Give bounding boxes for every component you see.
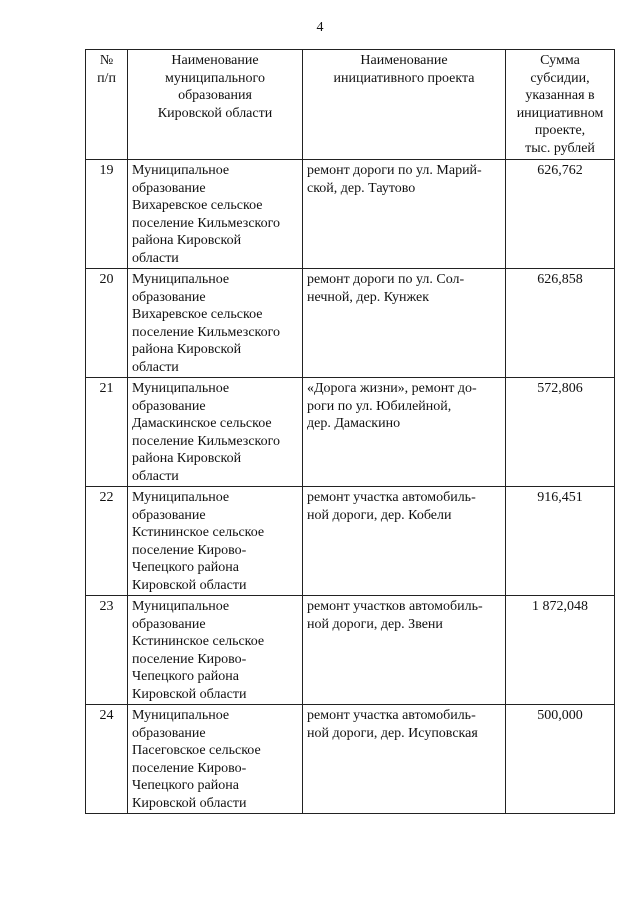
- row-project: ремонт участков автомобиль- ной дороги, дер. Звени: [303, 596, 506, 705]
- row-amount: 500,000: [506, 705, 615, 814]
- row-municipality: Муниципальное образование Вихаревское сельское поселение Кильмезского района Кировской области: [128, 269, 303, 378]
- row-project: ремонт дороги по ул. Марий- ской, дер. Таутово: [303, 160, 506, 269]
- row-amount: 626,858: [506, 269, 615, 378]
- table-row: [86, 705, 615, 814]
- row-municipality: Муниципальное образование Пасеговское сельское поселение Кирово- Чепецкого района Кировской области: [128, 705, 303, 814]
- row-number: 20: [86, 269, 128, 378]
- page-number: 4: [316, 20, 324, 35]
- row-number: 19: [86, 160, 128, 269]
- table-row: [86, 160, 615, 269]
- table-row: [86, 269, 615, 378]
- subsidy-table: [85, 49, 615, 814]
- table-row: [86, 487, 615, 596]
- header-number: № п/п: [86, 50, 128, 160]
- row-amount: 626,762: [506, 160, 615, 269]
- header-municipality: Наименование муниципального образования Кировской области: [128, 50, 303, 160]
- row-number: 24: [86, 705, 128, 814]
- row-project: ремонт участка автомобиль- ной дороги, дер. Кобели: [303, 487, 506, 596]
- row-project: ремонт дороги по ул. Сол- нечной, дер. Кунжек: [303, 269, 506, 378]
- header-project: Наименование инициативного проекта: [303, 50, 506, 160]
- row-amount: 1 872,048: [506, 596, 615, 705]
- row-municipality: Муниципальное образование Дамаскинское сельское поселение Кильмезского района Кировской области: [128, 378, 303, 487]
- header-amount: Сумма субсидии, указанная в инициативном проекте, тыс. рублей: [506, 50, 615, 160]
- table-row: [86, 596, 615, 705]
- row-project: «Дорога жизни», ремонт до- роги по ул. Юбилейной, дер. Дамаскино: [303, 378, 506, 487]
- row-number: 22: [86, 487, 128, 596]
- row-number: 21: [86, 378, 128, 487]
- row-amount: 916,451: [506, 487, 615, 596]
- row-municipality: Муниципальное образование Кстининское сельское поселение Кирово- Чепецкого района Кировской области: [128, 596, 303, 705]
- row-number: 23: [86, 596, 128, 705]
- row-municipality: Муниципальное образование Кстининское сельское поселение Кирово- Чепецкого района Кировской области: [128, 487, 303, 596]
- row-project: ремонт участка автомобиль- ной дороги, дер. Исуповская: [303, 705, 506, 814]
- table-row: [86, 378, 615, 487]
- table-header-row: [86, 50, 615, 160]
- row-amount: 572,806: [506, 378, 615, 487]
- row-municipality: Муниципальное образование Вихаревское сельское поселение Кильмезского района Кировской области: [128, 160, 303, 269]
